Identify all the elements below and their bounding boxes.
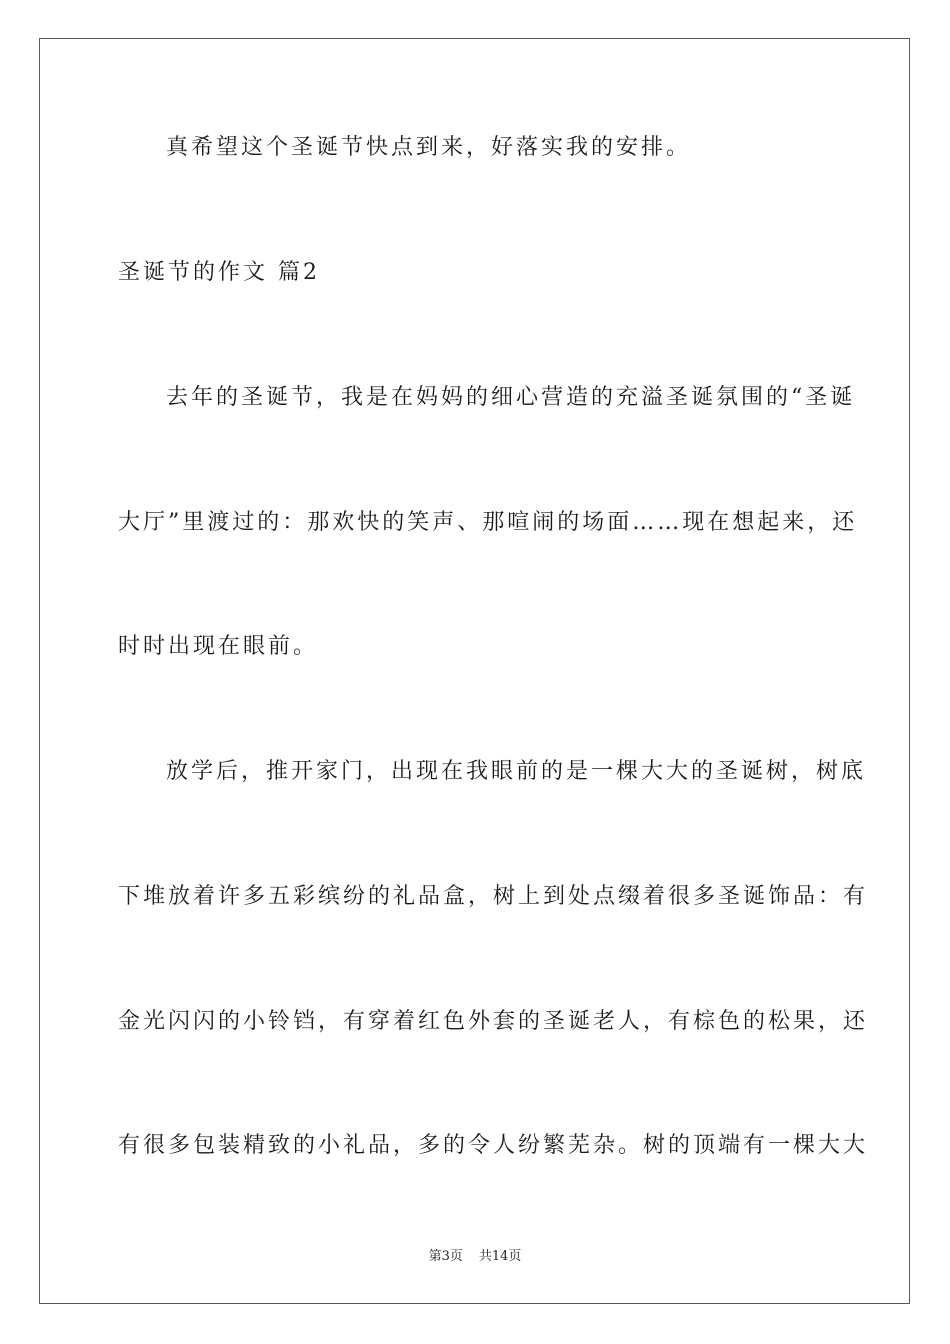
page-footer [0, 1248, 950, 1266]
paragraph-line: 金光闪闪的小铃铛，有穿着红色外套的圣诞老人，有棕色的松果，还 [118, 1009, 869, 1034]
paragraph-line: 真希望这个圣诞节快点到来，好落实我的安排。 [166, 135, 692, 160]
section-heading: 圣诞节的作文 篇2 [118, 260, 320, 285]
paragraph-line: 放学后，推开家门，出现在我眼前的是一棵大大的圣诞树，树底 [166, 759, 867, 784]
paragraph-line: 下堆放着许多五彩缤纷的礼品盒，树上到处点缀着很多圣诞饰品：有 [118, 884, 869, 909]
page-total: 共14页 [478, 1249, 522, 1264]
page-number: 第3页 [428, 1249, 463, 1264]
paragraph-line: 有很多包装精致的小礼品，多的令人纷繁芜杂。树的顶端有一棵大大 [118, 1133, 869, 1158]
page-border [39, 38, 910, 1304]
paragraph-line: 去年的圣诞节，我是在妈妈的细心营造的充溢圣诞氛围的“圣诞 [166, 385, 856, 410]
paragraph-line: 大厅”里渡过的：那欢快的笑声、那喧闹的场面……现在想起来，还 [118, 510, 858, 535]
paragraph-line: 时时出现在眼前。 [118, 634, 319, 659]
